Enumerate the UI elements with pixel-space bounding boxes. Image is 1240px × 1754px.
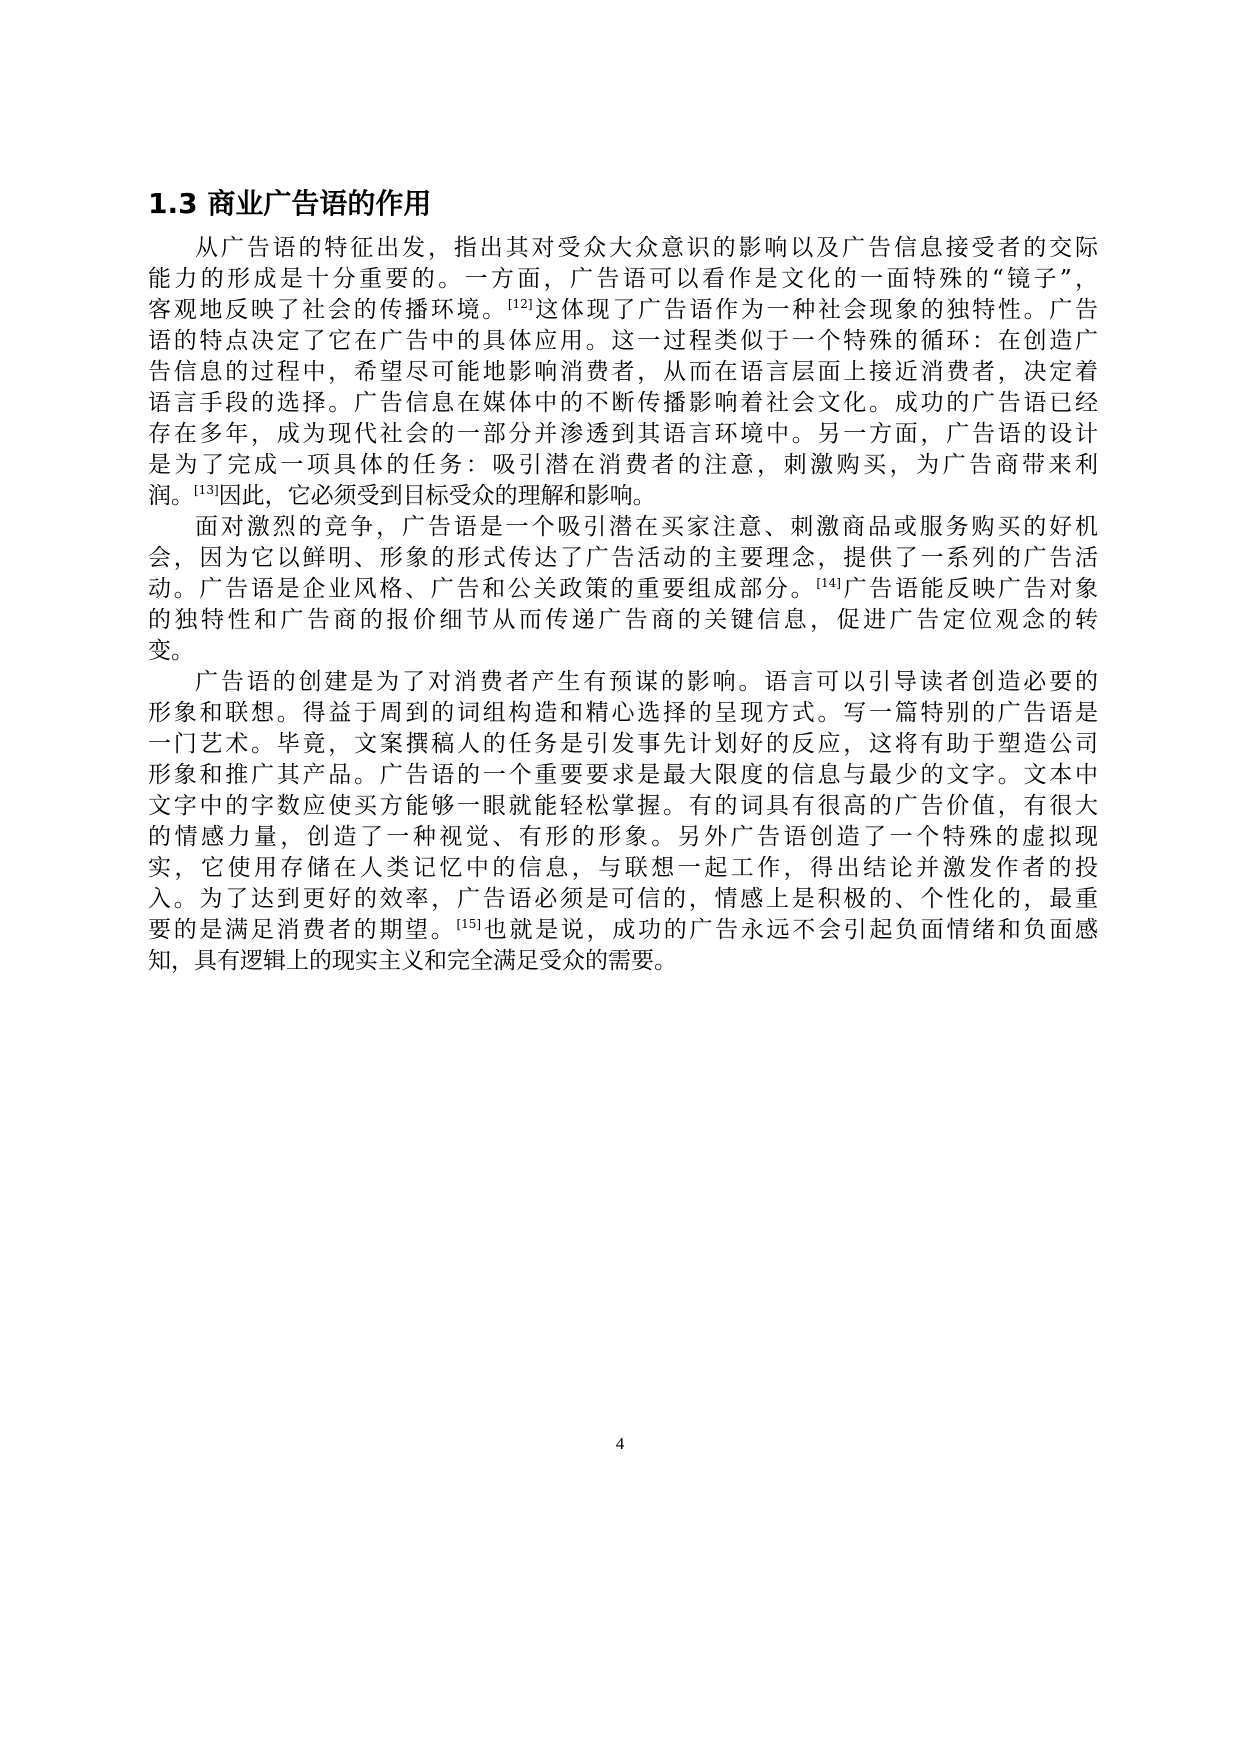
- paragraph: [148, 233, 1098, 512]
- text-line: 客观地反映了社会的传播环境。[12]这体现了广告语作为一种社会现象的独特性。广告: [148, 297, 1099, 323]
- text-line: 动。广告语是企业风格、广告和公关政策的重要组成部分。[14]广告语能反映广告对象: [148, 576, 1099, 602]
- text-line: 广告语的创建是为了对消费者产生有预谋的影响。语言可以引导读者创造必要的: [195, 669, 1098, 695]
- text-line: 实，它使用存储在人类记忆中的信息，与联想一起工作，得出结论并激发作者的投: [148, 855, 1098, 881]
- text-line: 的独特性和广告商的报价细节从而传递广告商的关键信息，促进广告定位观念的转: [148, 607, 1098, 633]
- citation: [12]: [507, 297, 533, 311]
- text-line: 从广告语的特征出发，指出其对受众大众意识的影响以及广告信息接受者的交际: [195, 235, 1098, 261]
- text-line: 润。[13]因此，它必须受到目标受众的理解和影响。: [148, 483, 656, 509]
- text-line: 一门艺术。毕竟，文案撰稿人的任务是引发事先计划好的反应，这将有助于塑造公司: [148, 731, 1098, 757]
- section-heading: 1.3 商业广告语的作用: [148, 187, 432, 220]
- text-line: 变。: [148, 638, 194, 664]
- text-line: 知，具有逻辑上的现实主义和完全满足受众的需要。: [148, 948, 677, 974]
- text-line: 形象和推广其产品。广告语的一个重要要求是最大限度的信息与最少的文字。文本中: [148, 762, 1098, 788]
- text-line: 的情感力量，创造了一种视觉、有形的形象。另外广告语创造了一个特殊的虚拟现: [148, 824, 1098, 850]
- citation: [15]: [456, 917, 482, 931]
- text-line: 存在多年，成为现代社会的一部分并渗透到其语言环境中。另一方面，广告语的设计: [148, 421, 1098, 447]
- paragraph: [148, 512, 1098, 667]
- text-line: 会，因为它以鲜明、形象的形式传达了广告活动的主要理念，提供了一系列的广告活: [148, 545, 1098, 571]
- text-line: 能力的形成是十分重要的。一方面，广告语可以看作是文化的一面特殊的“镜子”，: [148, 266, 1098, 292]
- citation: [14]: [816, 576, 841, 590]
- body-text: [148, 233, 1098, 977]
- text-line: 语的特点决定了它在广告中的具体应用。这一过程类似于一个特殊的循环：在创造广: [148, 328, 1098, 354]
- citation: [13]: [194, 483, 219, 497]
- text-line: 面对激烈的竞争，广告语是一个吸引潜在买家注意、刺激商品或服务购买的好机: [195, 514, 1098, 540]
- text-line: 要的是满足消费者的期望。[15]也就是说，成功的广告永远不会引起负面情绪和负面感: [148, 917, 1099, 943]
- paragraph: [148, 667, 1098, 977]
- text-line: 是为了完成一项具体的任务：吸引潜在消费者的注意，刺激购买，为广告商带来利: [148, 452, 1098, 478]
- text-line: 语言手段的选择。广告信息在媒体中的不断传播影响着社会文化。成功的广告语已经: [148, 390, 1098, 416]
- text-line: 告信息的过程中，希望尽可能地影响消费者，从而在语言层面上接近消费者，决定着: [148, 359, 1098, 385]
- text-line: 入。为了达到更好的效率，广告语必须是可信的，情感上是积极的、个性化的，最重: [148, 886, 1098, 912]
- page-number: 4: [615, 1434, 625, 1453]
- text-line: 形象和联想。得益于周到的词组构造和精心选择的呈现方式。写一篇特别的广告语是: [148, 700, 1098, 726]
- text-line: 文字中的字数应使买方能够一眼就能轻松掌握。有的词具有很高的广告价值，有很大: [148, 793, 1098, 819]
